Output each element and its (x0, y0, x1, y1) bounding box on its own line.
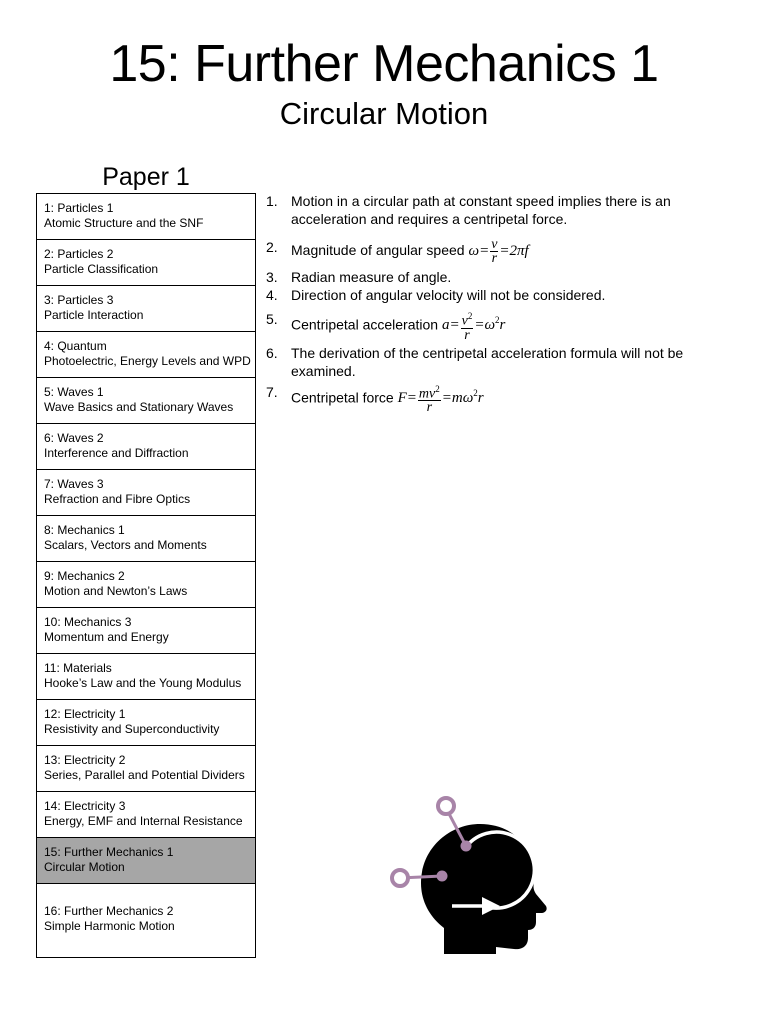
topic-item-6[interactable] (37, 424, 255, 470)
topic-title: Energy, EMF and Internal Resistance (44, 813, 243, 828)
topic-title: Photoelectric, Energy Levels and WPD (44, 353, 251, 368)
topic-number: 12: Electricity 1 (44, 707, 126, 721)
topic-item-7[interactable] (37, 470, 255, 516)
topic-title: Refraction and Fibre Optics (44, 491, 191, 506)
topic-number: 3: Particles 3 (44, 293, 114, 307)
note-number: 1. (266, 193, 278, 209)
topic-item-3[interactable] (37, 286, 255, 332)
sidebar-heading: Paper 1 (102, 163, 190, 191)
note-item (266, 268, 736, 286)
topic-title: Atomic Structure and the SNF (44, 215, 204, 230)
topic-title: Circular Motion (44, 859, 125, 874)
topic-number: 6: Waves 2 (44, 431, 104, 445)
note-item (266, 238, 736, 265)
topic-item-9[interactable] (37, 562, 255, 608)
topic-list (36, 193, 256, 958)
note-text: Motion in a circular path at constant speed implies there is an acceleration and requires a centripetal force. (291, 193, 671, 227)
centripetal-acceleration-formula: a= $\frac{v^2}{r}$ $=\omega^2r$ (441, 311, 506, 343)
note-text: The derivation of the centripetal acceleration formula will not be examined. (291, 344, 684, 379)
head-circular-motion-icon (382, 788, 552, 958)
page-title: 15: Further Mechanics 1 (109, 35, 659, 93)
topic-item-16[interactable] (37, 884, 255, 957)
topic-item-5[interactable] (37, 378, 255, 424)
topic-number: 2: Particles 2 (44, 247, 114, 261)
note-item (266, 344, 736, 380)
topic-title: Scalars, Vectors and Moments (44, 537, 207, 552)
note-number: 6. (266, 344, 278, 361)
topic-title: Wave Basics and Stationary Waves (44, 399, 234, 414)
note-text: Magnitude of angular speed (291, 241, 465, 258)
topic-number: 11: Materials (44, 661, 112, 675)
topic-number: 15: Further Mechanics 1 (44, 845, 174, 859)
note-item (266, 192, 736, 228)
topic-item-11[interactable] (37, 654, 255, 700)
page-subtitle: Circular Motion (279, 96, 489, 131)
topic-title: Hooke’s Law and the Young Modulus (44, 675, 242, 690)
topic-item-2[interactable] (37, 240, 255, 286)
angular-speed-formula: ω= $\frac{v}{r}$ =2πf (468, 237, 529, 266)
note-number: 5. (266, 311, 278, 327)
note-item (266, 383, 736, 415)
note-text: Radian measure of angle. (291, 269, 452, 285)
topic-item-1[interactable] (37, 194, 255, 240)
note-text: Centripetal acceleration (291, 316, 439, 333)
topic-item-12[interactable] (37, 700, 255, 746)
topic-title: Motion and Newton’s Laws (44, 583, 188, 598)
topic-item-4[interactable] (37, 332, 255, 378)
note-number: 2. (266, 239, 278, 255)
topic-title: Particle Classification (44, 261, 159, 276)
topic-number: 10: Mechanics 3 (44, 615, 132, 629)
topic-number: 7: Waves 3 (44, 477, 104, 491)
topic-title: Series, Parallel and Potential Dividers (44, 767, 245, 782)
note-item (266, 286, 736, 304)
note-text: Centripetal force (291, 388, 394, 405)
topic-number: 5: Waves 1 (44, 385, 104, 399)
topic-item-13[interactable] (37, 746, 255, 792)
topic-item-10[interactable] (37, 608, 255, 654)
topic-title: Interference and Diffraction (44, 445, 189, 460)
topic-title: Momentum and Energy (44, 629, 169, 644)
topic-item-15-active[interactable] (37, 838, 255, 884)
topic-number: 1: Particles 1 (44, 201, 114, 215)
topic-number: 16: Further Mechanics 2 (44, 904, 174, 918)
topic-number: 9: Mechanics 2 (44, 569, 125, 583)
topic-item-14[interactable] (37, 792, 255, 838)
topic-number: 14: Electricity 3 (44, 799, 126, 813)
note-number: 3. (266, 269, 278, 285)
note-item (266, 310, 736, 342)
specification-notes (266, 192, 736, 414)
topic-number: 8: Mechanics 1 (44, 523, 125, 537)
topic-title: Simple Harmonic Motion (44, 918, 175, 933)
topic-item-8[interactable] (37, 516, 255, 562)
topic-title: Resistivity and Superconductivity (44, 721, 220, 736)
centripetal-force-formula: F= $\frac{mv^2}{r}$ $=m\omega^2r$ (397, 383, 484, 416)
note-number: 4. (266, 287, 278, 303)
note-number: 7. (266, 383, 278, 400)
topic-title: Particle Interaction (44, 307, 144, 322)
topic-number: 13: Electricity 2 (44, 753, 126, 767)
topic-number: 4: Quantum (44, 339, 107, 353)
note-text: Direction of angular velocity will not be considered. (291, 287, 606, 303)
